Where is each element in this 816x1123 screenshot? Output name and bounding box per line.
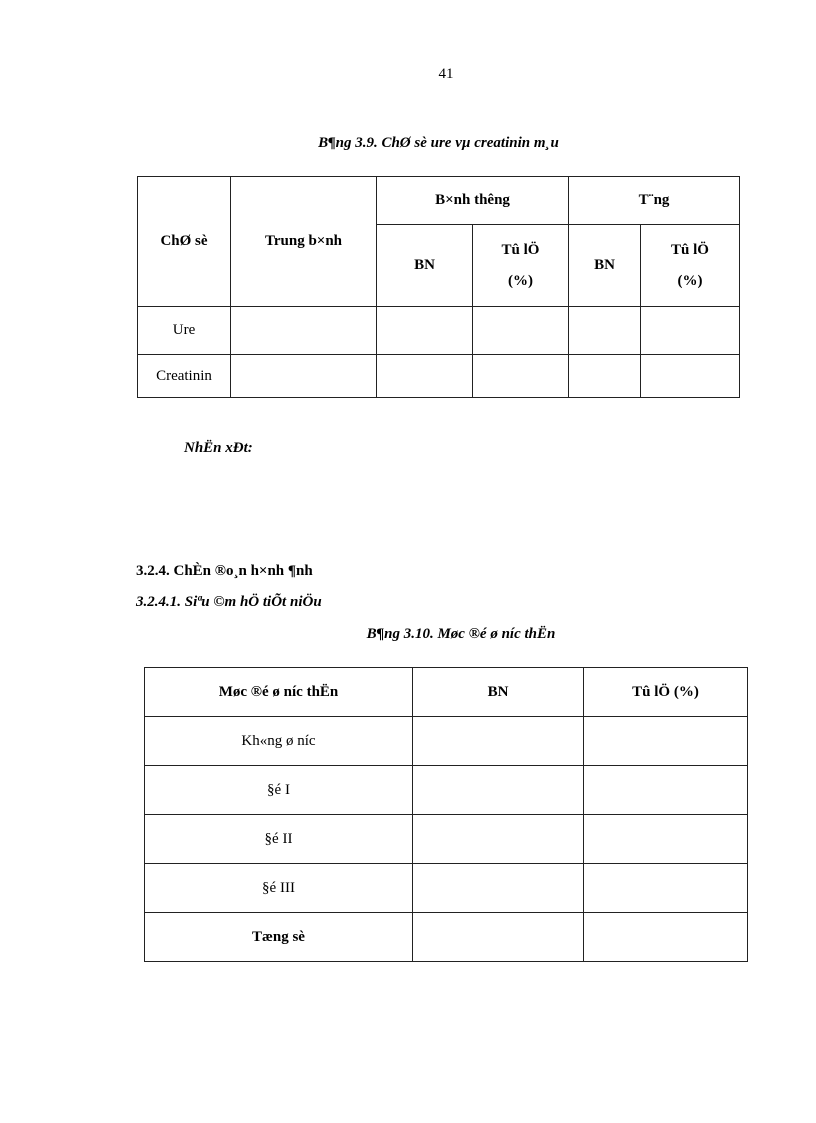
table1-caption: B¶ng 3.9. ChØ sè ure vµ creatinin m¸u: [318, 135, 559, 151]
cell-empty: [413, 717, 584, 766]
row-label: §é II: [145, 815, 413, 864]
cell-empty: [231, 355, 377, 398]
cell-empty: [569, 307, 641, 355]
table-row: [145, 766, 748, 815]
cell-empty: [584, 717, 748, 766]
cell-empty: [231, 307, 377, 355]
row-label: Creatinin: [138, 355, 231, 398]
row-label: §é I: [145, 766, 413, 815]
table1-header-normal-bn: BN: [377, 225, 473, 307]
cell-empty: [413, 766, 584, 815]
table1-header-high: T¨ng: [569, 177, 740, 225]
cell-empty: [377, 307, 473, 355]
row-label: Ure: [138, 307, 231, 355]
ratio-unit: (%): [677, 272, 703, 289]
cell-empty: [413, 864, 584, 913]
section-heading: 3.2.4. ChÈn ®o¸n h×nh ¶nh: [136, 563, 313, 579]
table1-header-high-bn: BN: [569, 225, 641, 307]
table1-header-normal-ratio: [473, 225, 569, 307]
cell-empty: [569, 355, 641, 398]
table2-header-bn: BN: [413, 668, 584, 717]
cell-empty: [641, 355, 740, 398]
table2-header-row: [145, 668, 748, 717]
cell-empty: [377, 355, 473, 398]
cell-empty: [584, 815, 748, 864]
table2-caption: B¶ng 3.10. Møc ®é ø níc thËn: [366, 626, 556, 642]
table1-header-normal: B×nh thêng: [377, 177, 569, 225]
table-row: [145, 815, 748, 864]
remark-label: NhËn xÐt:: [184, 440, 253, 456]
table1: [137, 176, 740, 398]
cell-empty: [413, 913, 584, 962]
cell-empty: [584, 913, 748, 962]
table1-header-mean: Trung b×nh: [231, 177, 377, 307]
table-row-total: [145, 913, 748, 962]
table-row: [145, 864, 748, 913]
cell-empty: [413, 815, 584, 864]
ratio-unit: (%): [508, 272, 533, 289]
cell-empty: [641, 307, 740, 355]
table2-header-level: Møc ®é ø níc thËn: [145, 668, 413, 717]
row-label-total: Tæng sè: [145, 913, 413, 962]
cell-empty: [473, 307, 569, 355]
table2-header-ratio: Tû lÖ (%): [584, 668, 748, 717]
cell-empty: [584, 864, 748, 913]
table2: [144, 667, 748, 962]
cell-empty: [473, 355, 569, 398]
page-number: 41: [438, 66, 454, 82]
row-label: Kh«ng ø níc: [145, 717, 413, 766]
row-label: §é III: [145, 864, 413, 913]
subsection-heading: 3.2.4.1. Siªu ©m hÖ tiÕt niÖu: [136, 594, 322, 610]
table-row: [138, 307, 740, 355]
table-row: [145, 717, 748, 766]
ratio-label: Tû lÖ: [671, 241, 709, 258]
ratio-label: Tû lÖ: [501, 241, 540, 258]
table1-header-row: [138, 177, 740, 225]
table1-header-high-ratio: [641, 225, 740, 307]
cell-empty: [584, 766, 748, 815]
table-row: [138, 355, 740, 398]
table1-header-index: ChØ sè: [138, 177, 231, 307]
